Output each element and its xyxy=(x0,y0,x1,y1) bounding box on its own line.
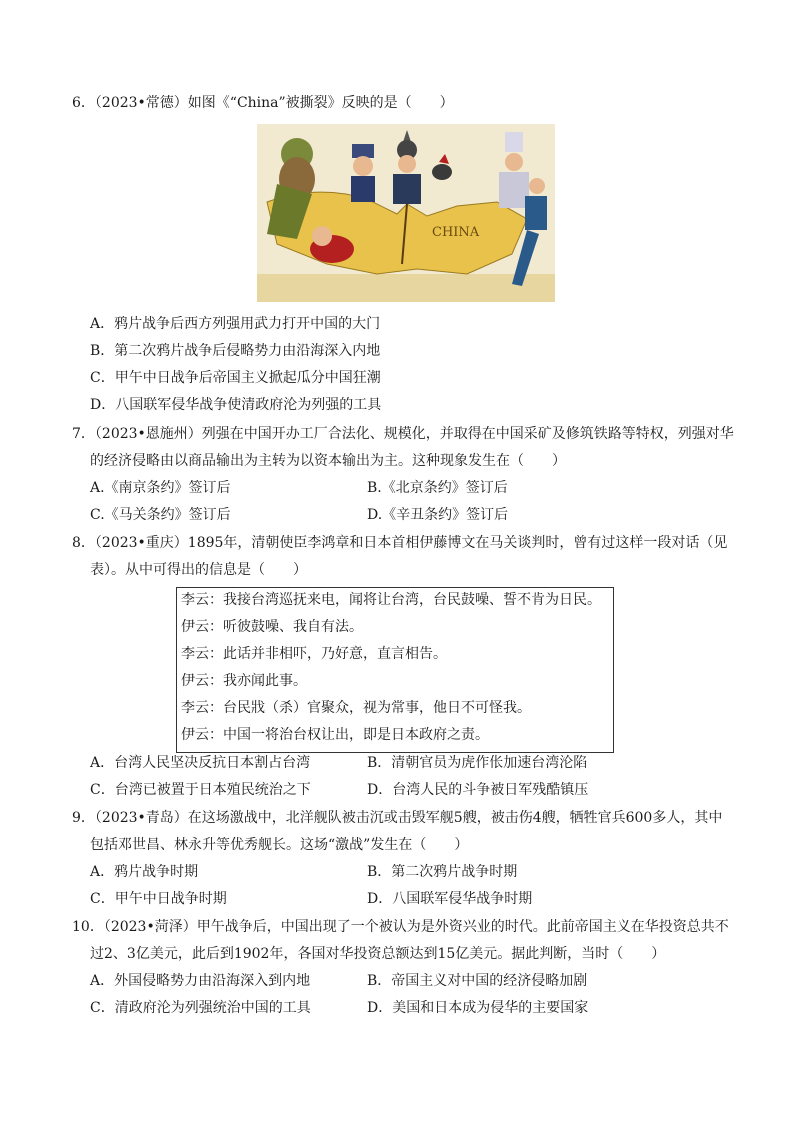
dialogue-line: 李云：我接台湾巡抚来电，闻将让台湾，台民鼓噪、誓不肯为日民。 xyxy=(181,592,601,608)
q8-option-a[interactable]: A．台湾人民坚决反抗日本割占台湾 xyxy=(90,755,311,771)
q8-option-d[interactable]: D．台湾人民的斗争被日军残酷镇压 xyxy=(367,782,589,798)
dialogue-line: 伊云：我亦闻此事。 xyxy=(181,673,307,689)
cartoon-china-torn-image xyxy=(257,124,555,302)
dialogue-line: 李云：此话并非相吓，乃好意，直言相告。 xyxy=(181,646,447,662)
q10-option-b[interactable]: B．帝国主义对中国的经济侵略加剧 xyxy=(367,973,588,989)
q8-option-c[interactable]: C．台湾已被置于日本殖民统治之下 xyxy=(90,782,311,798)
q8-stem-line2: 表）。从中可得出的信息是（ ） xyxy=(90,562,307,578)
q10-option-c[interactable]: C．清政府沦为列强统治中国的工具 xyxy=(90,1000,311,1016)
q9-option-b[interactable]: B．第二次鸦片战争时期 xyxy=(367,864,518,880)
dialogue-line: 李云：台民戕（杀）官聚众，视为常事，他日不可怪我。 xyxy=(181,700,531,716)
dialogue-table xyxy=(176,587,614,753)
q9-stem-line2: 包括邓世昌、林永升等优秀舰长。这场“激战”发生在（ ） xyxy=(90,837,469,853)
q7-stem-line1: 7．（2023•恩施州）列强在中国开办工厂合法化、规模化，并取得在中国采矿及修筑铁路等特权，列强对华 xyxy=(72,426,734,442)
q10-option-a[interactable]: A．外国侵略势力由沿海深入到内地 xyxy=(90,973,311,989)
q10-stem-line1: 10．（2023•菏泽）甲午战争后，中国出现了一个被认为是外资兴业的时代。此前帝国主义在华投资总共不 xyxy=(72,919,729,935)
q6-option-b[interactable]: B．第二次鸦片战争后侵略势力由沿海深入内地 xyxy=(90,343,381,359)
q9-option-c[interactable]: C．甲午中日战争时期 xyxy=(90,891,227,907)
q8-stem-line1: 8．（2023•重庆）1895年，清朝使臣李鸿章和日本首相伊藤博文在马关谈判时，曾有过这样一段对话（见 xyxy=(72,535,728,551)
q6-option-a[interactable]: A．鸦片战争后西方列强用武力打开中国的大门 xyxy=(90,316,381,332)
cartoon-label: CHINA xyxy=(432,225,480,240)
q7-option-d[interactable]: D.《辛丑条约》签订后 xyxy=(367,507,509,523)
q7-option-b[interactable]: B.《北京条约》签订后 xyxy=(367,480,508,496)
q8-option-b[interactable]: B．清朝官员为虎作伥加速台湾沦陷 xyxy=(367,755,588,771)
dialogue-line: 伊云：听彼鼓噪、我自有法。 xyxy=(181,619,363,635)
q10-option-d[interactable]: D．美国和日本成为侵华的主要国家 xyxy=(367,1000,589,1016)
q9-option-a[interactable]: A．鸦片战争时期 xyxy=(90,864,199,880)
q6-option-c[interactable]: C．甲午中日战争后帝国主义掀起瓜分中国狂潮 xyxy=(90,370,381,386)
q9-option-d[interactable]: D．八国联军侵华战争时期 xyxy=(367,891,533,907)
q10-stem-line2: 过2、3亿美元，此后到1902年，各国对华投资总额达到15亿美元。据此判断，当时（ ） xyxy=(90,946,666,962)
q6-option-d[interactable]: D．八国联军侵华战争使清政府沦为列强的工具 xyxy=(90,397,382,413)
q7-stem-line2: 的经济侵略由以商品输出为主转为以资本输出为主。这种现象发生在（ ） xyxy=(90,453,566,469)
q7-option-a[interactable]: A.《南京条约》签订后 xyxy=(90,480,231,496)
q6-stem: 6．（2023•常德）如图《“China”被撕裂》反映的是（ ） xyxy=(72,95,454,111)
q9-stem-line1: 9．（2023•青岛）在这场激战中，北洋舰队被击沉或击毁军舰5艘，被击伤4艘，牺牲官兵600多人，其中 xyxy=(72,810,723,826)
dialogue-line: 伊云：中国一将治台权让出，即是日本政府之责。 xyxy=(181,727,489,743)
q7-option-c[interactable]: C.《马关条约》签订后 xyxy=(90,507,231,523)
